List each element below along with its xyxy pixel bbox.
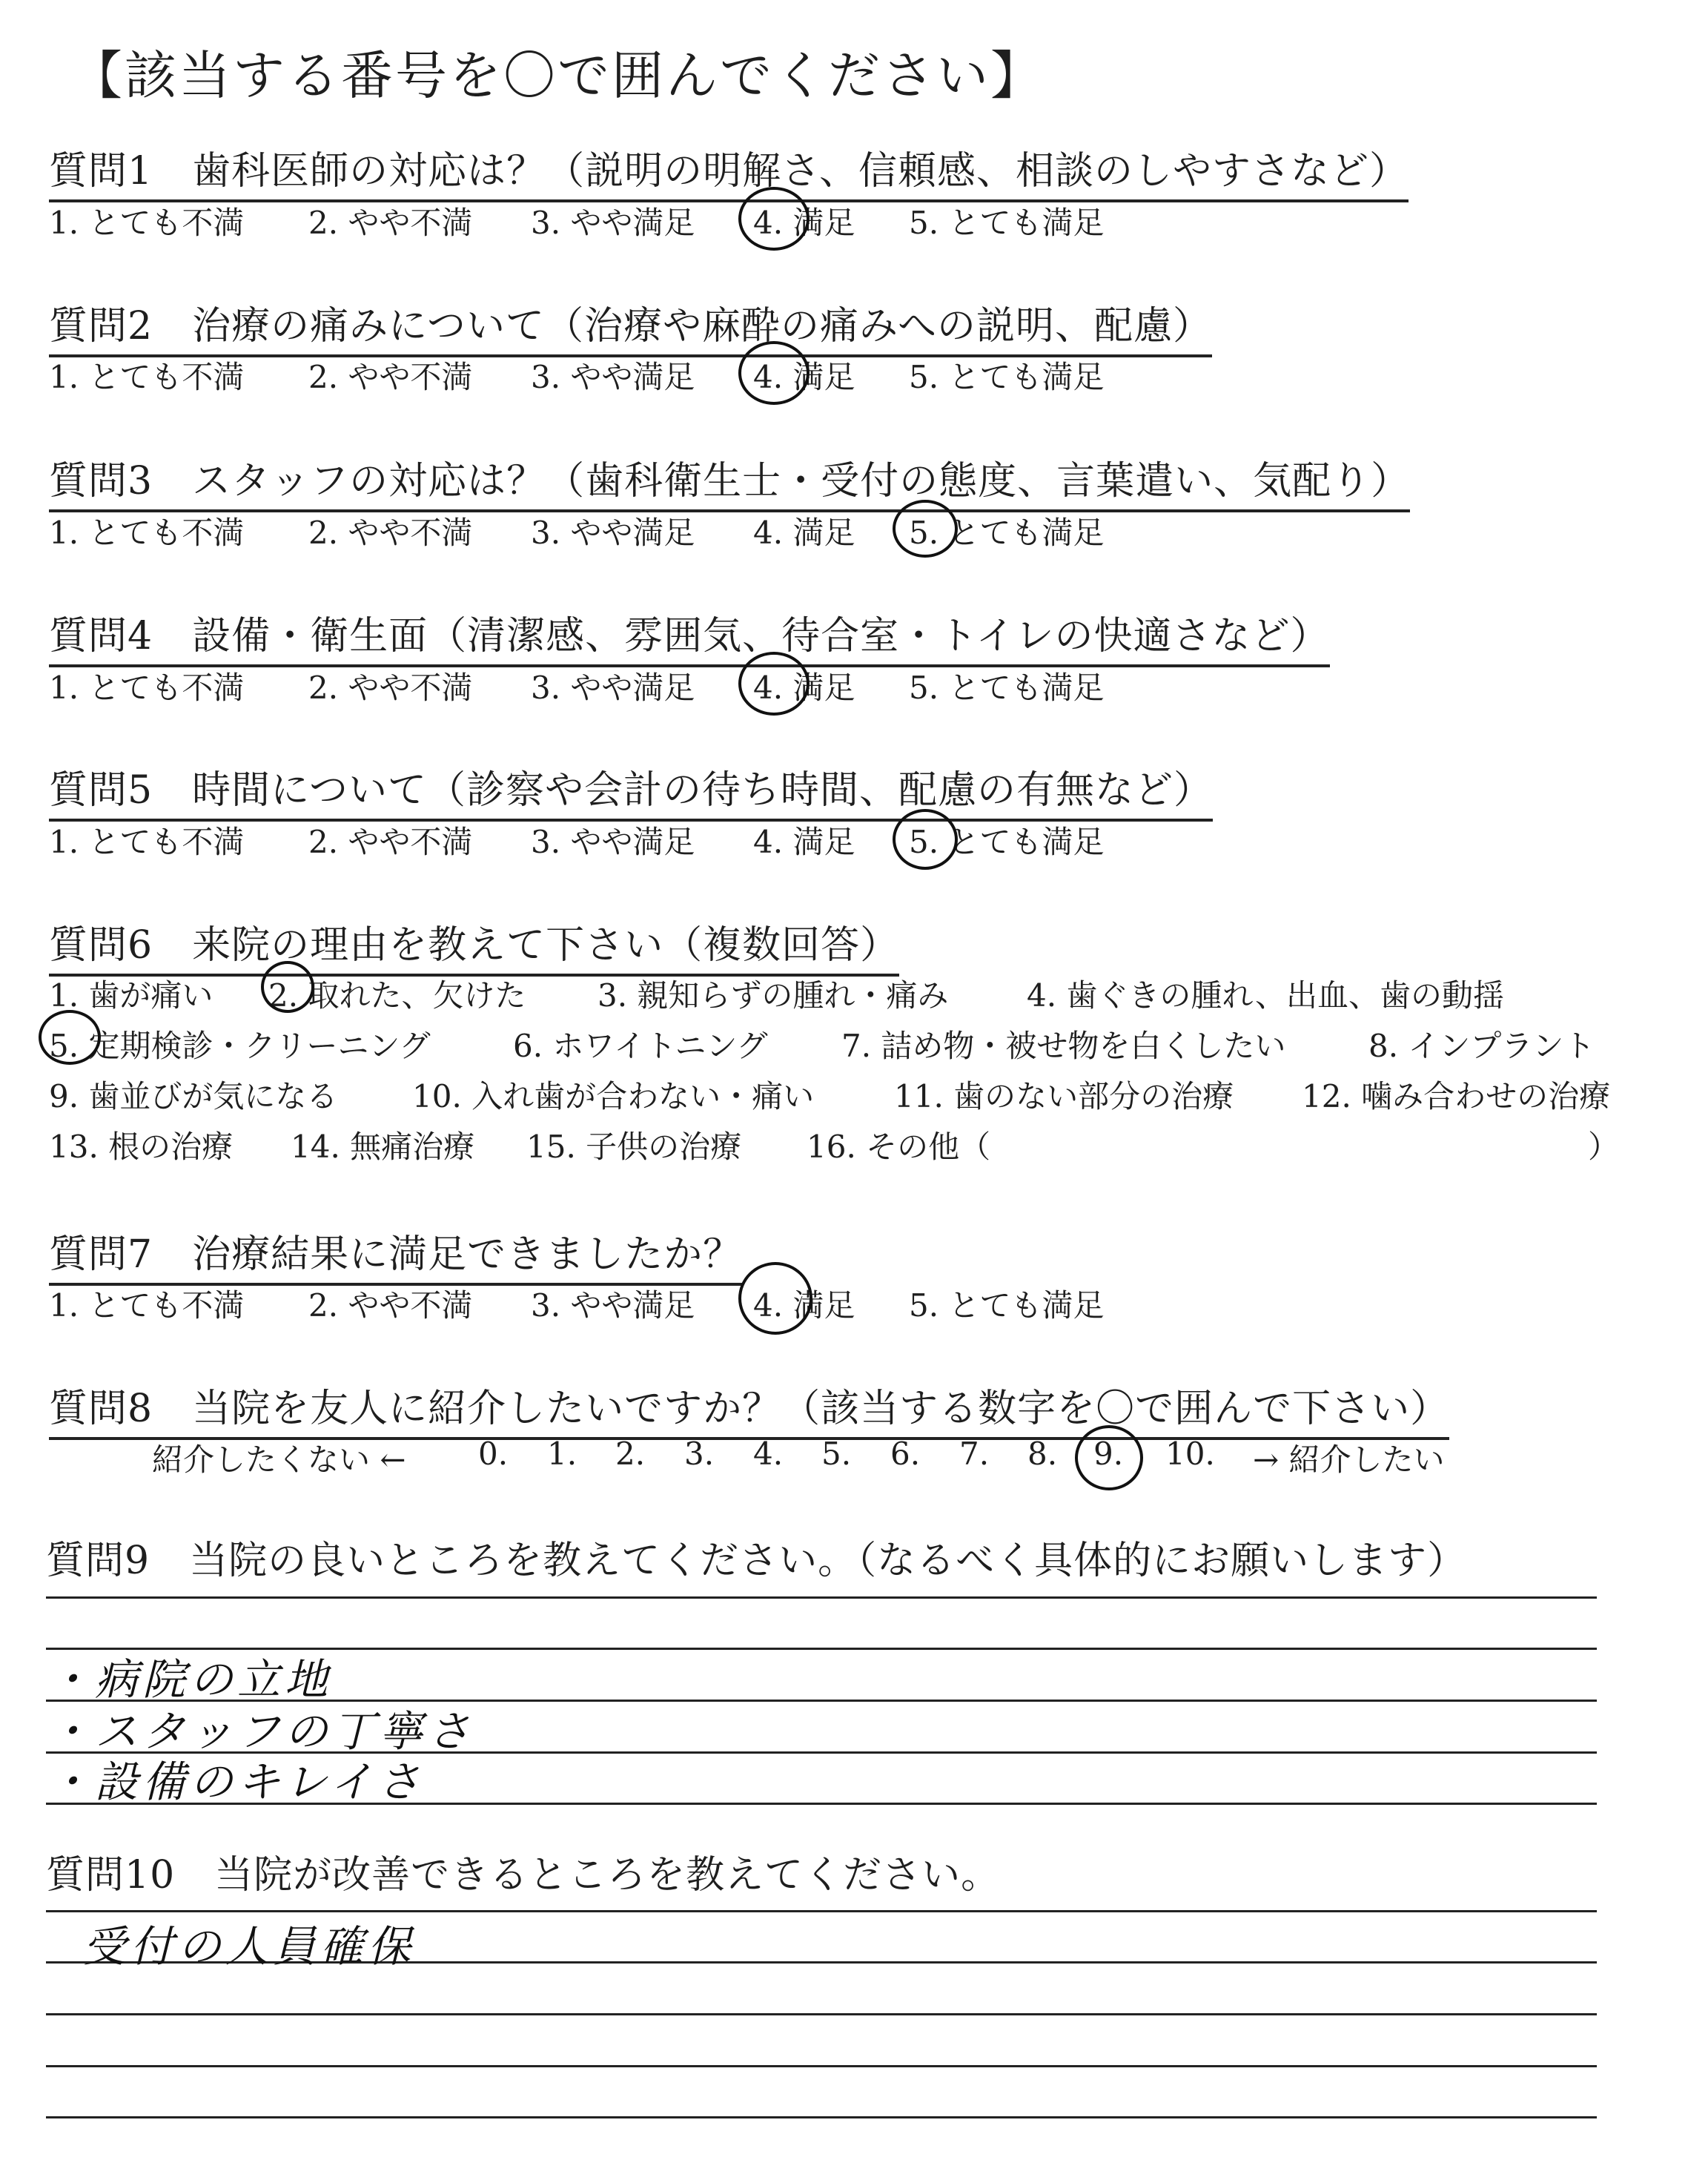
q9-answer-line-1 — [46, 1596, 1597, 1599]
q5-option-2[interactable]: 2. やや不満 — [308, 824, 473, 860]
q2-option-5-number: 5. — [909, 359, 939, 395]
q2-option-4-label: 満足 — [792, 359, 855, 395]
q6-reason-2-label: 取れた、欠けた — [308, 977, 526, 1014]
question-6-title: 質問6 来院の理由を教えて下さい（複数回答） — [49, 914, 899, 977]
q6-reason-14[interactable]: 14. 無痛治療 — [291, 1129, 475, 1165]
q3-option-3[interactable]: 3. やや満足 — [531, 515, 695, 551]
question-2-title: 質問2 治療の痛みについて（治療や麻酔の痛みへの説明、配慮） — [49, 294, 1212, 357]
q4-selection-circle — [738, 652, 810, 716]
q7-option-5-label: とても満足 — [948, 1287, 1105, 1324]
q5-option-5-label: とても満足 — [948, 824, 1105, 860]
q7-option-4-label: 満足 — [792, 1287, 855, 1324]
q9-handwritten-answer-3[interactable]: ・設備のキレイさ — [47, 1757, 425, 1807]
q1-option-2[interactable]: 2. やや不満 — [308, 205, 473, 241]
q7-option-3[interactable]: 3. やや満足 — [531, 1287, 695, 1324]
q8-score-0[interactable]: 0. — [478, 1436, 509, 1472]
q6-reason-1[interactable]: 1. 歯が痛い — [49, 977, 214, 1014]
q5-option-5-number: 5. — [909, 824, 939, 860]
question-3-title: 質問3 スタッフの対応は？（歯科衛生士・受付の態度、言葉遣い、気配り） — [49, 449, 1410, 512]
form-header: 【該当する番号を〇で囲んでください】 — [70, 45, 1045, 106]
q1-option-4-label: 満足 — [792, 205, 855, 241]
q1-option-4-number: 4. — [753, 205, 784, 241]
q10-answer-line-3 — [46, 2013, 1597, 2015]
q6-reason-15[interactable]: 15. 子供の治療 — [526, 1129, 742, 1165]
q1-option-5-number: 5. — [909, 205, 939, 241]
q8-score-4[interactable]: 4. — [753, 1436, 784, 1472]
q4-option-4-number: 4. — [753, 670, 784, 706]
q4-option-3[interactable]: 3. やや満足 — [531, 670, 695, 706]
q7-option-4-number: 4. — [753, 1287, 784, 1324]
q3-option-4-number: 4. — [753, 515, 784, 551]
q8-score-7[interactable]: 7. — [959, 1436, 990, 1472]
q10-answer-line-4 — [46, 2065, 1597, 2067]
q2-option-5-label: とても満足 — [948, 359, 1105, 395]
q5-selection-circle — [893, 809, 958, 870]
q6-reason-10[interactable]: 10. 入れ歯が合わない・痛い — [412, 1078, 815, 1114]
q7-selection-circle — [738, 1262, 812, 1335]
q5-option-4[interactable] — [753, 818, 855, 862]
q2-option-3[interactable]: 3. やや満足 — [531, 359, 695, 395]
q8-score-6[interactable]: 6. — [890, 1436, 921, 1472]
q6-selection-circle-2 — [261, 961, 314, 1013]
q1-selection-circle — [738, 187, 810, 251]
question-10-title: 質問10 当院が改善できるところを教えてください。 — [46, 1853, 1001, 1898]
q5-option-1[interactable]: 1. とても不満 — [49, 824, 245, 860]
q4-option-5-number: 5. — [909, 670, 939, 706]
q3-option-4[interactable] — [753, 509, 855, 553]
q2-option-1[interactable]: 1. とても不満 — [49, 359, 245, 395]
q8-score-1[interactable]: 1. — [547, 1436, 577, 1472]
q10-handwritten-answer-1[interactable]: 受付の人員確保 — [83, 1921, 416, 1972]
q8-score-2[interactable]: 2. — [615, 1436, 646, 1472]
q8-score-9[interactable]: 9. — [1093, 1436, 1124, 1472]
q6-reason-5-label: 定期検診・クリーニング — [88, 1028, 431, 1064]
q7-option-5[interactable] — [909, 1281, 1104, 1326]
q2-option-5[interactable] — [909, 353, 1104, 397]
q7-option-2[interactable]: 2. やや不満 — [308, 1287, 473, 1324]
q7-option-1[interactable]: 1. とても不満 — [49, 1287, 245, 1324]
q2-option-4-number: 4. — [753, 359, 784, 395]
q9-handwritten-answer-1[interactable]: ・病院の立地 — [47, 1654, 333, 1705]
q5-option-4-label: 満足 — [792, 824, 855, 860]
q6-reason-11[interactable]: 11. 歯のない部分の治療 — [894, 1078, 1234, 1114]
q3-option-2[interactable]: 2. やや不満 — [308, 515, 473, 551]
question-4-title: 質問4 設備・衛生面（清潔感、雰囲気、待合室・トイレの快適さなど） — [49, 604, 1330, 667]
q1-option-5-label: とても満足 — [948, 205, 1105, 241]
q3-option-5-label: とても満足 — [948, 515, 1105, 551]
q6-reason-7[interactable]: 7. 詰め物・被せ物を白くしたい — [841, 1028, 1286, 1064]
question-5-title: 質問5 時間について（診察や会計の待ち時間、配慮の有無など） — [49, 759, 1213, 822]
q4-option-5[interactable] — [909, 664, 1104, 708]
q5-option-3[interactable]: 3. やや満足 — [531, 824, 695, 860]
q8-high-label: → 紹介したい — [1253, 1441, 1445, 1478]
q3-option-1[interactable]: 1. とても不満 — [49, 515, 245, 551]
q4-option-4-label: 満足 — [792, 670, 855, 706]
q6-reason-4[interactable]: 4. 歯ぐきの腫れ、出血、歯の動揺 — [1027, 977, 1504, 1014]
question-7-title: 質問7 治療結果に満足できましたか？ — [49, 1223, 742, 1286]
q2-option-2[interactable]: 2. やや不満 — [308, 359, 473, 395]
q6-reason-5[interactable] — [49, 1022, 431, 1066]
q6-reason-6[interactable]: 6. ホワイトニング — [513, 1028, 768, 1064]
q6-reason-9[interactable]: 9. 歯並びが気になる — [49, 1078, 338, 1114]
question-9-title: 質問9 当院の良いところを教えてください。（なるべく具体的にお願いします） — [46, 1539, 1467, 1583]
q8-selection-circle — [1075, 1425, 1143, 1490]
q6-reason-3[interactable]: 3. 親知らずの腫れ・痛み — [598, 977, 949, 1014]
q6-reason-12[interactable]: 12. 噛み合わせの治療 — [1302, 1078, 1611, 1114]
q10-answer-line-5 — [46, 2116, 1597, 2118]
q3-selection-circle — [893, 500, 958, 558]
q7-option-5-number: 5. — [909, 1287, 939, 1324]
question-1-title: 質問1 歯科医師の対応は？（説明の明解さ、信頼感、相談のしやすさなど） — [49, 139, 1409, 202]
q6-reason-8[interactable]: 8. インプラント — [1368, 1028, 1595, 1064]
q1-option-5[interactable] — [909, 199, 1104, 243]
q6-reason-16[interactable]: 16. その他（ — [807, 1129, 991, 1165]
q6-reason-2-number: 2. — [268, 977, 299, 1014]
q4-option-2[interactable]: 2. やや不満 — [308, 670, 473, 706]
q3-option-5-number: 5. — [909, 515, 939, 551]
q4-option-5-label: とても満足 — [948, 670, 1105, 706]
q6-reason-16-close: ） — [1588, 1129, 1620, 1165]
q6-selection-circle-5 — [39, 1010, 101, 1065]
q8-low-label: 紹介したくない ← — [152, 1441, 406, 1478]
q1-option-1[interactable]: 1. とても不満 — [49, 205, 245, 241]
q2-selection-circle — [738, 341, 810, 405]
q1-option-3[interactable]: 3. やや満足 — [531, 205, 695, 241]
q4-option-1[interactable]: 1. とても不満 — [49, 670, 245, 706]
q8-score-3[interactable]: 3. — [684, 1436, 715, 1472]
q8-score-5[interactable]: 5. — [821, 1436, 852, 1472]
q8-score-10[interactable]: 10. — [1165, 1436, 1215, 1472]
q5-option-4-number: 4. — [753, 824, 784, 860]
q6-reason-5-number: 5. — [49, 1028, 79, 1064]
q3-option-4-label: 満足 — [792, 515, 855, 551]
q8-score-8[interactable]: 8. — [1027, 1436, 1058, 1472]
q6-reason-13[interactable]: 13. 根の治療 — [49, 1129, 234, 1165]
question-8-title: 質問8 当院を友人に紹介したいですか？（該当する数字を〇で囲んで下さい） — [49, 1377, 1449, 1440]
q9-handwritten-answer-2[interactable]: ・スタッフの丁寧さ — [47, 1706, 475, 1757]
